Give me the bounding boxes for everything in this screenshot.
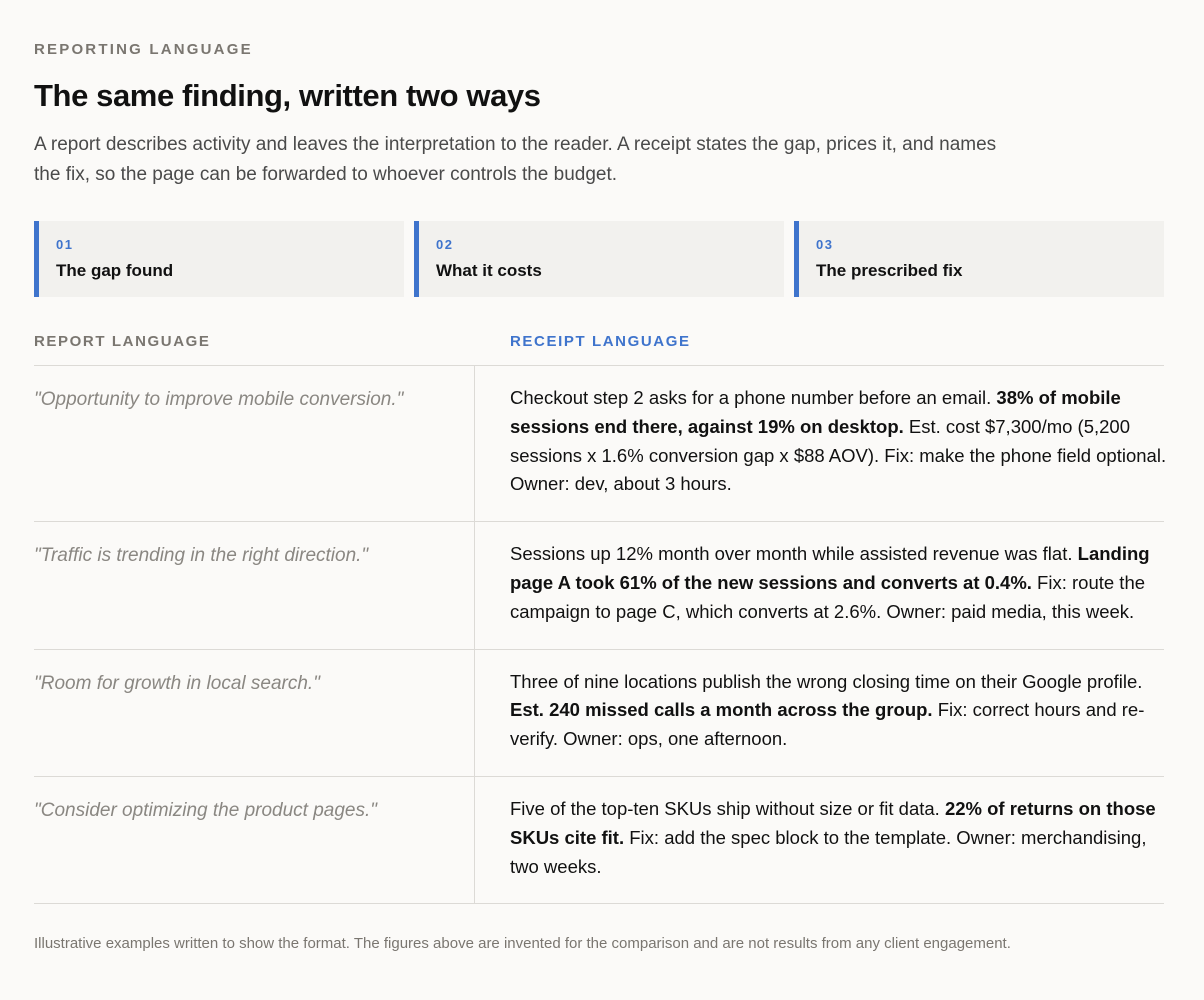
intro-line: A report describes activity and leaves the interpretation to the reader. A receipt states the gap, prices it, and names [34, 134, 997, 155]
receipt-emphasis: SKUs cite fit. [510, 826, 625, 848]
receipt-text-segment: Three of nine locations publish the wrong closing time on their Google profile. [510, 670, 1143, 692]
receipt-text-segment: campaign to page C, which converts at 2.6%. Owner: paid media, this week. [510, 600, 1135, 622]
step-number: 03 [816, 237, 834, 252]
receipt-text-segment: Fix: add the spec block to the template. Owner: merchandising, [624, 826, 1147, 848]
receipt-emphasis: Est. 240 missed calls a month across the group. [510, 699, 933, 721]
receipt-text-segment: Checkout step 2 asks for a phone number before an email. [510, 387, 997, 408]
table-row [34, 522, 1164, 649]
table-row [34, 650, 1164, 777]
receipt-text [510, 777, 1164, 903]
intro-line: the fix, so the page can be forwarded to whoever controls the budget. [34, 164, 618, 185]
step-label: What it costs [436, 261, 542, 280]
step-label: The gap found [56, 261, 174, 280]
receipt-emphasis: sessions end there, against 19% on desktop. [510, 415, 904, 437]
receipt-text [510, 522, 1164, 648]
table-row [34, 366, 1167, 522]
step-card-fix [794, 221, 1164, 297]
receipt-text [510, 650, 1164, 776]
report-quote: "Opportunity to improve mobile conversion." [34, 366, 475, 521]
receipt-column-header: RECEIPT LANGUAGE [510, 333, 691, 350]
report-quote: "Room for growth in local search." [34, 650, 475, 776]
receipt-text-segment: Fix: route the [1031, 571, 1146, 593]
step-card-gap [34, 221, 404, 297]
page-title: The same finding, written two ways [34, 78, 541, 113]
intro-paragraph [34, 130, 1034, 190]
step-number: 02 [436, 237, 454, 252]
receipt-text-segment: Fix: correct hours and re- [932, 699, 1145, 721]
receipt-emphasis: 38% of mobile [996, 387, 1121, 408]
footnote: Illustrative examples written to show the format. The figures above are invented for the comparison and are not results from any client engagement. [34, 935, 1011, 952]
step-card-cost [414, 221, 784, 297]
receipt-text-segment: verify. Owner: ops, one afternoon. [510, 728, 788, 750]
eyebrow-label: REPORTING LANGUAGE [34, 41, 253, 58]
receipt-text [510, 366, 1167, 521]
receipt-text-segment: Owner: dev, about 3 hours. [510, 473, 732, 495]
report-column-header: REPORT LANGUAGE [34, 333, 211, 350]
receipt-text-segment: sessions x 1.6% conversion gap x $88 AOV). Fix: make the phone field optional. [510, 444, 1167, 466]
table-row [34, 777, 1164, 904]
steps-strip [34, 221, 1164, 297]
receipt-emphasis: 22% of returns on those [944, 797, 1156, 819]
receipt-text-segment: Five of the top-ten SKUs ship without size or fit data. [510, 797, 945, 819]
step-number: 01 [56, 237, 74, 252]
receipt-text-segment: two weeks. [510, 855, 602, 877]
step-label: The prescribed fix [816, 261, 963, 280]
report-quote: "Traffic is trending in the right direction." [34, 522, 475, 648]
receipt-text-segment: Est. cost $7,300/mo (5,200 [903, 415, 1131, 437]
receipt-emphasis: page A took 61% of the new sessions and converts at 0.4%. [510, 571, 1032, 593]
report-quote: "Consider optimizing the product pages." [34, 777, 475, 903]
comparison-table [34, 365, 1167, 904]
receipt-emphasis: Landing [1077, 543, 1150, 565]
receipt-text-segment: Sessions up 12% month over month while assisted revenue was flat. [510, 543, 1078, 565]
